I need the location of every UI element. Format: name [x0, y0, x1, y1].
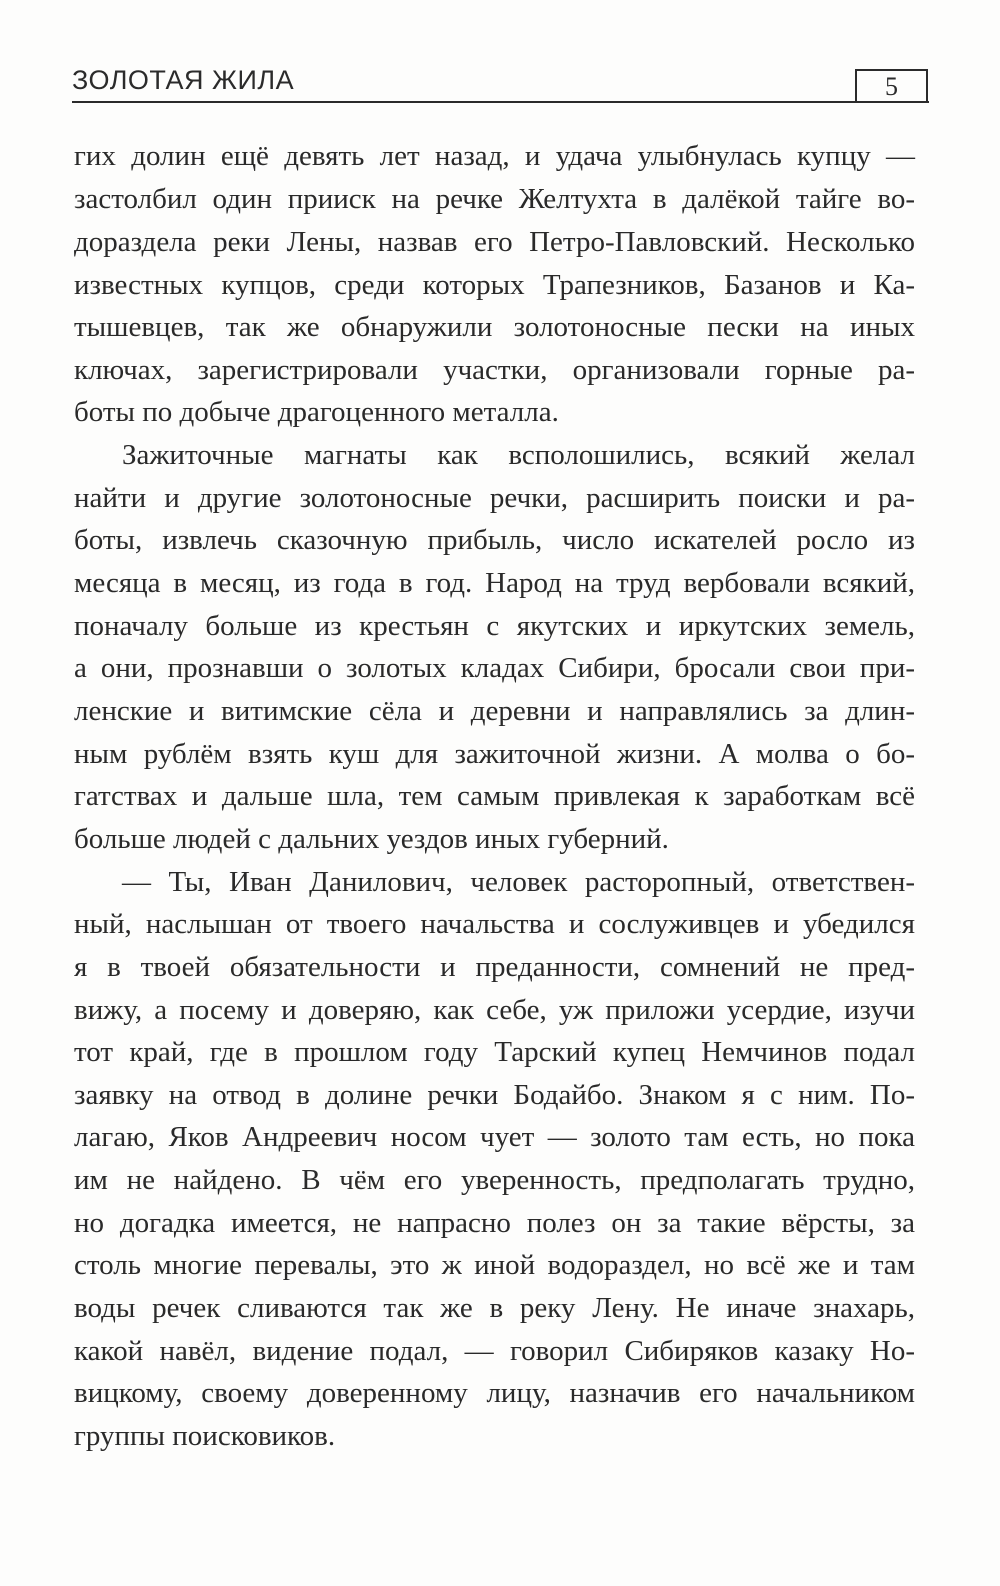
text-line: боты, извлечь сказочную прибыль, число искателей росло из	[74, 524, 915, 556]
text-line: больше людей с дальних уездов иных губерний.	[74, 823, 669, 855]
text-line: я в твоей обязательности и преданности, сомнений не пред-	[74, 951, 915, 983]
text-line: гатствах и дальше шла, тем самым привлекая к заработкам всё	[74, 780, 915, 812]
text-line: известных купцов, среди которых Трапезников, Базанов и Ка-	[74, 269, 915, 301]
text-line: какой навёл, видение подал, — говорил Сибиряков казаку Но-	[74, 1335, 915, 1367]
text-line: гих долин ещё девять лет назад, и удача улыбнулась купцу —	[74, 140, 915, 172]
text-line: месяца в месяц, из года в год. Народ на труд вербовали всякий,	[74, 567, 915, 599]
header-rule	[72, 101, 929, 103]
page-number: 5	[855, 69, 928, 102]
text-line: боты по добыче драгоценного металла.	[74, 396, 559, 428]
text-line: тот край, где в прошлом году Тарский купец Немчинов подал	[74, 1036, 915, 1068]
paragraph-first-line: Зажиточные магнаты как всполошились, всякий желал	[122, 439, 915, 471]
text-line: ключах, зарегистрировали участки, организовали горные ра-	[74, 354, 915, 386]
text-line: ный, наслышан от твоего начальства и сослуживцев и убедился	[74, 908, 915, 940]
text-line: тышевцев, так же обнаружили золотоносные пески на иных	[74, 311, 915, 343]
text-line: столь многие перевалы, это ж иной водораздел, но всё же и там	[74, 1249, 915, 1281]
text-line: вижу, а посему и доверяю, как себе, уж приложи усердие, изучи	[74, 994, 915, 1026]
text-line: но догадка имеется, не напрасно полез он за такие вёрсты, за	[74, 1207, 915, 1239]
text-line: ным рублём взять куш для зажиточной жизни. А молва о бо-	[74, 738, 915, 770]
text-line: воды речек сливаются так же в реку Лену. Не иначе знахарь,	[74, 1292, 915, 1324]
text-line: дораздела реки Лены, назвав его Петро-Павловский. Несколько	[74, 226, 915, 258]
text-line: группы поисковиков.	[74, 1420, 336, 1452]
text-line: найти и другие золотоносные речки, расширить поиски и ра-	[74, 482, 915, 514]
running-title: ЗОЛОТАЯ ЖИЛА	[72, 65, 295, 95]
text-line: заявку на отвод в долине речки Бодайбо. Знаком я с ним. По-	[74, 1079, 915, 1111]
text-line: застолбил один прииск на речке Желтухта в далёкой тайге во-	[74, 183, 915, 215]
text-line: им не найдено. В чём его уверенность, предполагать трудно,	[74, 1164, 915, 1196]
paragraph-first-line: — Ты, Иван Данилович, человек расторопный, ответствен-	[122, 866, 915, 898]
text-line: ленские и витимские сёла и деревни и направлялись за длин-	[74, 695, 915, 727]
text-line: поначалу больше из крестьян с якутских и иркутских земель,	[74, 610, 915, 642]
text-line: а они, прознавши о золотых кладах Сибири, бросали свои при-	[74, 652, 915, 684]
text-line: вицкому, своему доверенному лицу, назначив его начальником	[74, 1377, 915, 1409]
text-line: лагаю, Яков Андреевич носом чует — золото там есть, но пока	[74, 1121, 915, 1153]
